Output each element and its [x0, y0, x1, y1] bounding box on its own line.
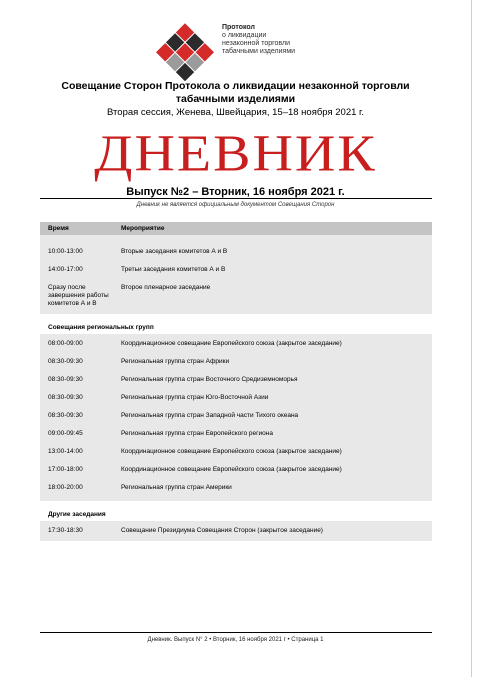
row-time: 08:30-09:30 — [48, 358, 83, 365]
table-header — [40, 222, 432, 235]
meeting-title-line-2: табачными изделиями — [175, 93, 296, 105]
disclaimer: Дневник не является официальным документом Совещания Сторон — [136, 202, 335, 208]
row-time: 14:00-17:00 — [48, 266, 83, 273]
session-info: Вторая сессия, Женева, Швейцария, 15–18 ноября 2021 г. — [107, 107, 364, 118]
logo-line-3: незаконной торговли — [222, 40, 290, 47]
row-event: Координационное совещание Европейского союза (закрытое заседание) — [121, 466, 342, 473]
row-event: Региональная группа стран Восточного Средиземноморья — [121, 376, 298, 383]
row-time: 13:00-14:00 — [48, 448, 83, 455]
row-event: Вторые заседания комитетов А и В — [121, 248, 228, 255]
row-event: Третьи заседания комитетов А и В — [121, 266, 226, 273]
row-event: Координационное совещание Европейского союза (закрытое заседание) — [121, 340, 342, 347]
row-event: Региональная группа стран Юго-Восточной Азии — [121, 394, 269, 401]
row-time: 08:30-09:30 — [48, 376, 83, 383]
row-time: 08:30-09:30 — [48, 394, 83, 401]
row-time: 08:00-09:00 — [48, 340, 83, 347]
header-divider — [40, 198, 432, 199]
row-time: 09:00-09:45 — [48, 430, 83, 437]
row-time: Сразу после завершения работы комитетов А и В — [48, 284, 109, 307]
logo-caption — [222, 24, 295, 56]
protocol-logo — [150, 18, 220, 88]
regional-table — [40, 334, 432, 501]
row-time: 17:30-18:30 — [48, 527, 83, 534]
masthead: ДНЕВНИК — [94, 125, 377, 183]
section-title-other: Другие заседания — [48, 511, 106, 518]
row-event: Региональная группа стран Африки — [121, 358, 230, 365]
schedule-table — [40, 222, 432, 314]
logo-line-1: Протокол — [222, 24, 255, 31]
issue-line: Выпуск №2 – Вторник, 16 ноября 2021 г. — [126, 186, 345, 198]
row-event: Региональная группа стран Европейского региона — [121, 430, 273, 437]
column-event: Мероприятие — [121, 225, 165, 232]
section-title-regional: Совещания региональных групп — [48, 324, 154, 331]
row-time: 08:30-09:30 — [48, 412, 83, 419]
logo-line-4: табачными изделиями — [222, 48, 296, 55]
meeting-title-line-1: Совещание Сторон Протокола о ликвидации незаконной торговли — [61, 80, 410, 92]
footer-divider — [40, 632, 432, 633]
row-time: 17:00-18:00 — [48, 466, 83, 473]
row-event: Региональная группа стран Америки — [121, 484, 232, 491]
meeting-title — [0, 80, 471, 106]
logo-line-2: о ликвидации — [222, 32, 267, 39]
page-footer: Дневник. Выпуск N° 2 • Вторник, 16 ноября 2021 г • Страница 1 — [147, 637, 324, 643]
other-table — [40, 521, 432, 541]
row-event: Координационное совещание Европейского союза (закрытое заседание) — [121, 448, 342, 455]
row-event: Второе пленарное заседание — [121, 284, 211, 291]
column-time: Время — [48, 225, 69, 232]
row-time: 10:00-13:00 — [48, 248, 83, 255]
row-event: Совещание Президиума Совещания Сторон (закрытое заседание) — [121, 527, 323, 534]
row-event: Региональная группа стран Западной части Тихого океана — [121, 412, 299, 419]
row-time: 18:00-20:00 — [48, 484, 83, 491]
